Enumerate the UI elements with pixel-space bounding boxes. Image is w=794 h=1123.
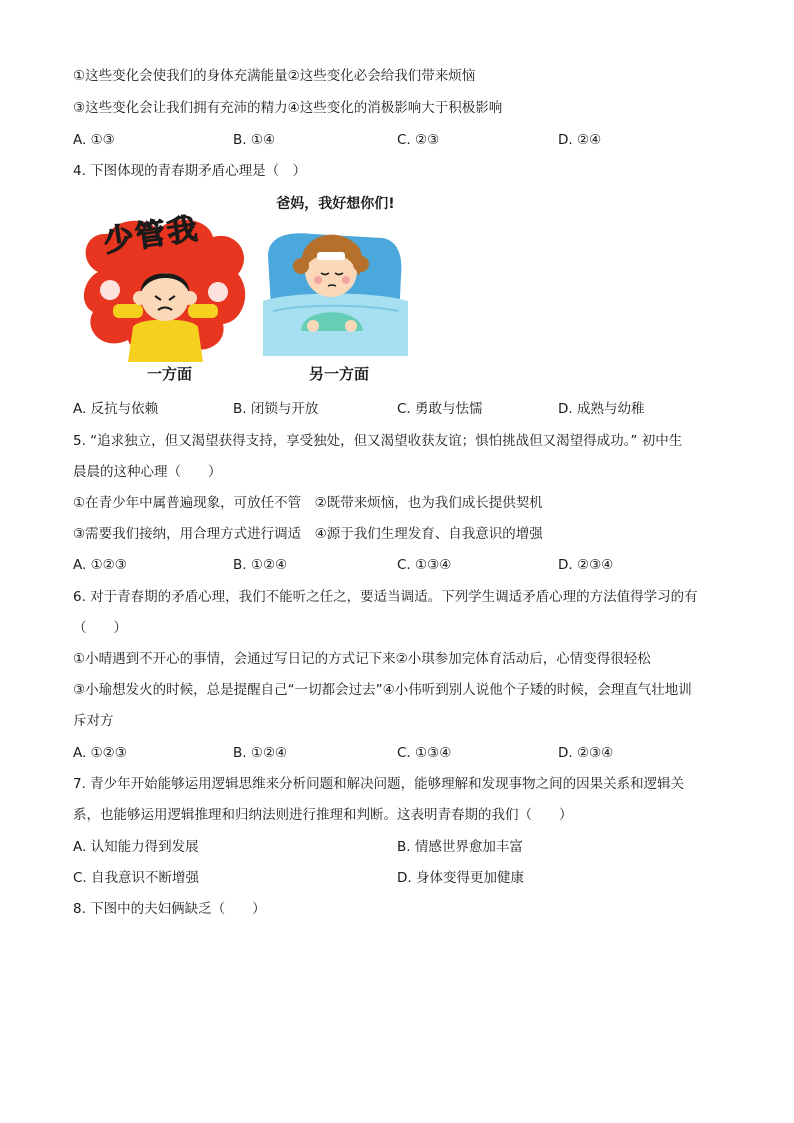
q6-statement-line-3: 斥对方 — [73, 713, 114, 729]
q3-option-a[interactable]: A. ①③ — [73, 132, 115, 148]
q6-stem-line-2: （ ） — [73, 620, 127, 636]
q5-statement-line-1: ①在青少年中属普遍现象，可放任不管 ②既带来烦恼，也为我们成长提供契机 — [73, 495, 543, 511]
q5-option-d[interactable]: D. ②③④ — [558, 557, 614, 573]
q3-option-d[interactable]: D. ②④ — [558, 132, 602, 148]
right-picture-caption: 爸妈，我好想你们! — [276, 196, 395, 212]
q4-stem: 4. 下图体现的青春期矛盾心理是（ ） — [73, 163, 307, 179]
q5-stem-line-2: 晨晨的这种心理（ ） — [73, 464, 222, 480]
q4-option-d[interactable]: D. 成熟与幼稚 — [558, 401, 645, 417]
right-picture-label: 另一方面 — [309, 365, 370, 383]
left-bubble-text: 少管我 — [101, 211, 202, 260]
q4-figure — [73, 190, 413, 390]
q4-option-c[interactable]: C. 勇敢与怯懦 — [397, 401, 483, 417]
q6-option-c[interactable]: C. ①③④ — [397, 745, 452, 761]
q5-statement-line-2: ③需要我们接纳，用合理方式进行调适 ④源于我们生理发育、自我意识的增强 — [73, 526, 543, 542]
q5-option-a[interactable]: A. ①②③ — [73, 557, 127, 573]
q8-stem: 8. 下图中的夫妇俩缺乏（ ） — [73, 901, 266, 917]
q6-option-d[interactable]: D. ②③④ — [558, 745, 614, 761]
q7-option-b[interactable]: B. 情感世界愈加丰富 — [397, 839, 523, 855]
q5-option-c[interactable]: C. ①③④ — [397, 557, 452, 573]
q6-option-a[interactable]: A. ①②③ — [73, 745, 127, 761]
q7-option-d[interactable]: D. 身体变得更加健康 — [397, 870, 524, 886]
q4-option-a[interactable]: A. 反抗与依赖 — [73, 401, 159, 417]
q6-option-b[interactable]: B. ①②④ — [233, 745, 288, 761]
q7-stem-line-1: 7. 青少年开始能够运用逻辑思维来分析问题和解决问题，能够理解和发现事物之间的因果关系和逻辑关 — [73, 776, 685, 792]
q7-option-a[interactable]: A. 认知能力得到发展 — [73, 839, 199, 855]
q6-stem-line-1: 6. 对于青春期的矛盾心理，我们不能听之任之，要适当调适。下列学生调适矛盾心理的方法值得学习的有 — [73, 589, 698, 605]
q3-statement-line-2: ③这些变化会让我们拥有充沛的精力④这些变化的消极影响大于积极影响 — [73, 100, 503, 116]
q5-stem-line-1: 5. “追求独立，但又渴望获得支持，享受独处，但又渴望收获友谊；惧怕挑战但又渴望得成功。” 初中生 — [73, 433, 683, 449]
q6-statement-line-2: ③小瑜想发火的时候，总是提醒自己“一切都会过去”④小伟听到别人说他个子矮的时候，会理直气壮地训 — [73, 682, 692, 698]
q3-option-b[interactable]: B. ①④ — [233, 132, 276, 148]
q3-statement-line-1: ①这些变化会使我们的身体充满能量②这些变化必会给我们带来烦恼 — [73, 68, 476, 84]
sick-child-illustration — [263, 216, 408, 356]
q6-statement-line-1: ①小晴遇到不开心的事情，会通过写日记的方式记下来②小琪参加完体育活动后，心情变得很轻松 — [73, 651, 651, 667]
q7-stem-line-2: 系，也能够运用逻辑推理和归纳法则进行推理和判断。这表明青春期的我们（ ） — [73, 807, 573, 823]
q4-option-b[interactable]: B. 闭锁与开放 — [233, 401, 319, 417]
left-picture-label: 一方面 — [147, 365, 193, 383]
q7-option-c[interactable]: C. 自我意识不断增强 — [73, 870, 200, 886]
q5-option-b[interactable]: B. ①②④ — [233, 557, 288, 573]
q3-option-c[interactable]: C. ②③ — [397, 132, 440, 148]
